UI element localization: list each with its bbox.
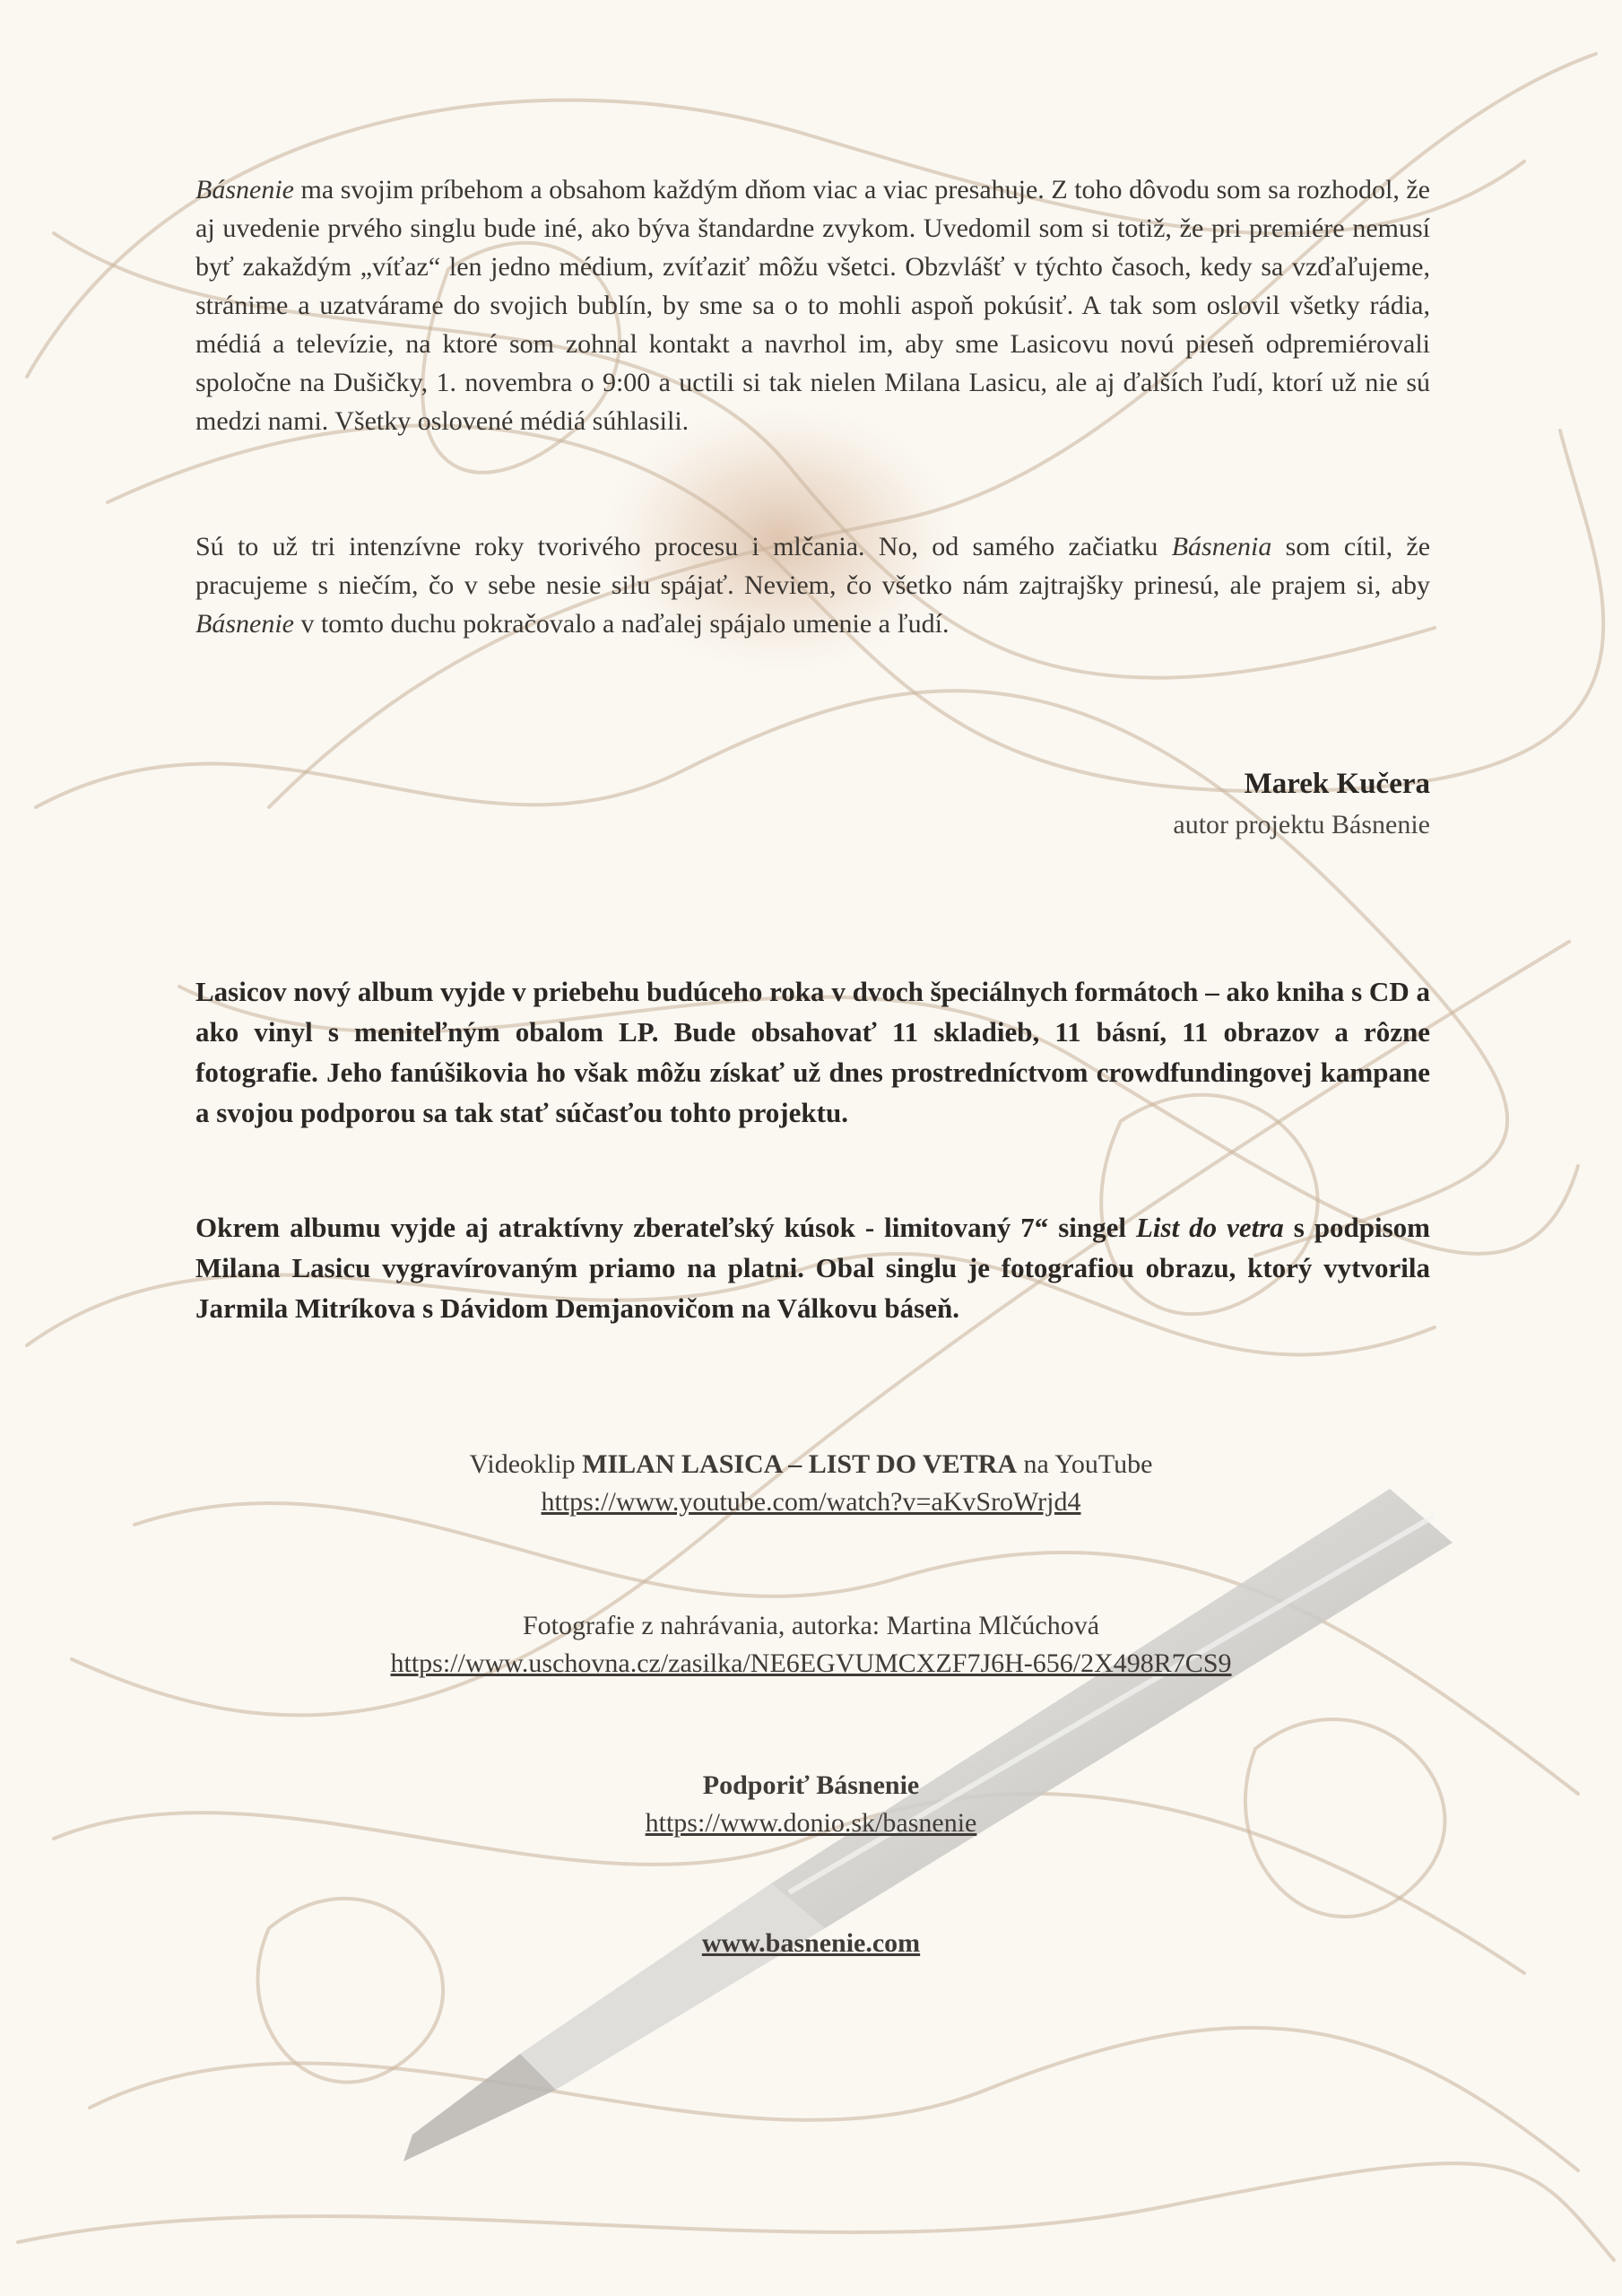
video-label-prefix: Videoklip [469, 1449, 583, 1479]
video-label-suffix: na YouTube [1017, 1449, 1153, 1479]
signature-role: autor projektu Básnenie [1173, 810, 1430, 839]
website-section [0, 1925, 1622, 1962]
video-section [0, 1446, 1622, 1521]
title-basnenie: Básnenie [195, 175, 294, 204]
intro-paragraph-2-text-c: v tomto duchu pokračovalo a naďalej spájalo umenie a ľudí. [293, 609, 950, 639]
photos-section [0, 1607, 1622, 1683]
intro-paragraph-2-text-b: som cítil, že pracujeme s niečím, čo v sebe nesie silu spájať. Neviem, čo všetko nám zajtrajšky prinesú, ale prajem si, aby [195, 532, 1431, 600]
youtube-link[interactable]: https://www.youtube.com/watch?v=aKvSroWrjd4 [541, 1487, 1081, 1517]
photos-link[interactable]: https://www.uschovna.cz/zasilka/NE6EGVUMCXZF7J6H-656/2X498R7CS9 [390, 1648, 1232, 1678]
photos-label: Fotografie z nahrávania, autorka: Martina Mlčúchová [522, 1611, 1100, 1640]
intro-paragraph-1-text: ma svojim príbehom a obsahom každým dňom viac a viac presahuje. Z toho dôvodu som sa rozhodol, že aj uvedenie prvého singlu bude iné, ako býva štandardne zvykom. Uvedomil som si totiž, že pri premiére nemusí byť zakaždým „víťaz“ len jedno médium, zvíťaziť môžu všetci. Obzvlášť v týchto časoch, kedy sa vzďaľujeme, stránime a uzatvárame do svojich bublín, by sme sa o to mohli aspoň pokúsiť. A tak som oslovil všetky rádia, médiá a televízie, na ktoré som zohnal kontakt a navrhol im, aby sme Lasicovu novú pieseň odpremiérovali spoločne na Dušičky, 1. novembra o 9:00 a uctili si tak nielen Milana Lasicu, ale aj ďalších ľudí, ktorí už nie sú medzi nami. Všetky oslovené médiá súhlasili. [195, 175, 1430, 436]
album-paragraph-1: Lasicov nový album vyjde v priebehu budúceho roka v dvoch špeciálnych formátoch – ako kniha s CD a ako vinyl s meniteľným obalom LP. Bude obsahovať 11 skladieb, 11 básní, 11 obrazov a rôzne fotografie. Jeho fanúšikovia ho však môžu získať už dnes prostredníctvom crowdfundingovej kampane a svojou podporou sa tak stať súčasťou tohto projektu. [195, 976, 1430, 1128]
album-paragraph-2-text-a: Okrem albumu vyjde aj atraktívny zberateľský kúsok - limitovaný 7“ singel [195, 1212, 1136, 1243]
signature-name: Marek Kučera [1244, 768, 1430, 800]
donio-link[interactable]: https://www.donio.sk/basnenie [645, 1808, 977, 1838]
video-label [0, 1446, 1622, 1483]
album-paragraph-2-text-b: s podpisom Milana Lasicu vygravírovaným priamo na platni. Obal singlu je fotografiou obrazu, ktorý vytvorila Jarmila Mitríkova s Dávidom Demjanovičom na Válkovu báseň. [195, 1212, 1430, 1324]
website-link[interactable]: www.basnenie.com [701, 1928, 921, 1958]
support-label: Podporiť Básnenie [702, 1770, 920, 1800]
title-basnenie-2: Básnenie [195, 609, 294, 639]
single-title: List do vetra [1135, 1212, 1284, 1243]
intro-paragraph-1 [195, 170, 1430, 440]
support-section [0, 1767, 1622, 1842]
intro-paragraph-2 [195, 527, 1430, 643]
album-paragraph-2 [195, 1207, 1430, 1328]
intro-paragraph-2-text-a: Sú to už tri intenzívne roky tvorivého procesu i mlčania. No, od samého začiatku [195, 532, 1172, 561]
title-basnenia: Básnenia [1171, 532, 1272, 561]
video-title: MILAN LASICA – LIST DO VETRA [582, 1449, 1018, 1479]
